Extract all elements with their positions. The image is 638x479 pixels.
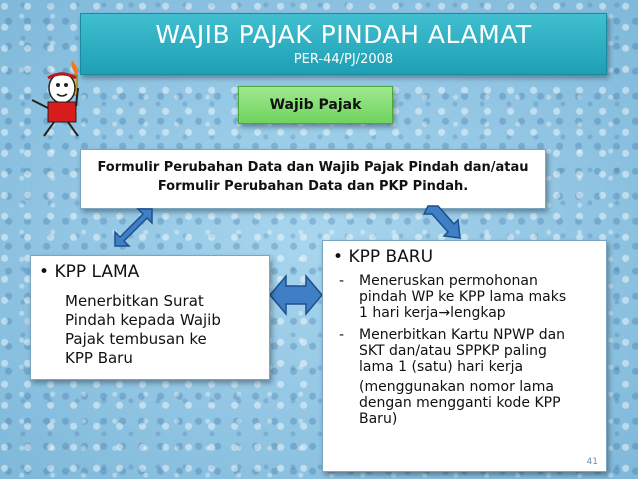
kpp-baru-box — [322, 240, 607, 472]
kpp-lama-heading: • KPP LAMA — [39, 262, 140, 282]
page-number: 41 — [586, 457, 598, 467]
title-banner — [80, 13, 607, 75]
double-arrow-icon — [268, 272, 324, 318]
kpp-baru-heading: • KPP BARU — [333, 247, 434, 267]
form-line-1: Formulir Perubahan Data dan Wajib Pajak Pindah dan/atau — [97, 160, 529, 175]
kpp-lama-text: Menerbitkan Surat Pindah kepada Wajib Pajak tembusan ke KPP Baru — [65, 292, 221, 367]
form-box — [80, 149, 546, 209]
double-arrow-icon — [108, 207, 154, 255]
wajib-pajak-box — [238, 86, 393, 124]
double-arrow-icon — [420, 204, 470, 244]
kpp-baru-item-1: - Meneruskan permohonan pindah WP ke KPP lama maks 1 hari kerja→lengkap — [339, 273, 567, 321]
kpp-baru-item-2: - Menerbitkan Kartu NPWP dan SKT dan/atau SPPKP paling lama 1 (satu) hari kerja — [339, 327, 566, 375]
kpp-baru-note: (menggunakan nomor lama dengan mengganti kode KPP Baru) — [359, 379, 561, 427]
form-line-2: Formulir Perubahan Data dan PKP Pindah. — [157, 179, 469, 194]
kpp-lama-box — [30, 255, 270, 380]
page-title: WAJIB PAJAK PINDAH ALAMAT — [155, 20, 532, 49]
wajib-pajak-label: Wajib Pajak — [269, 97, 362, 113]
page-subtitle: PER-44/PJ/2008 — [293, 52, 394, 67]
